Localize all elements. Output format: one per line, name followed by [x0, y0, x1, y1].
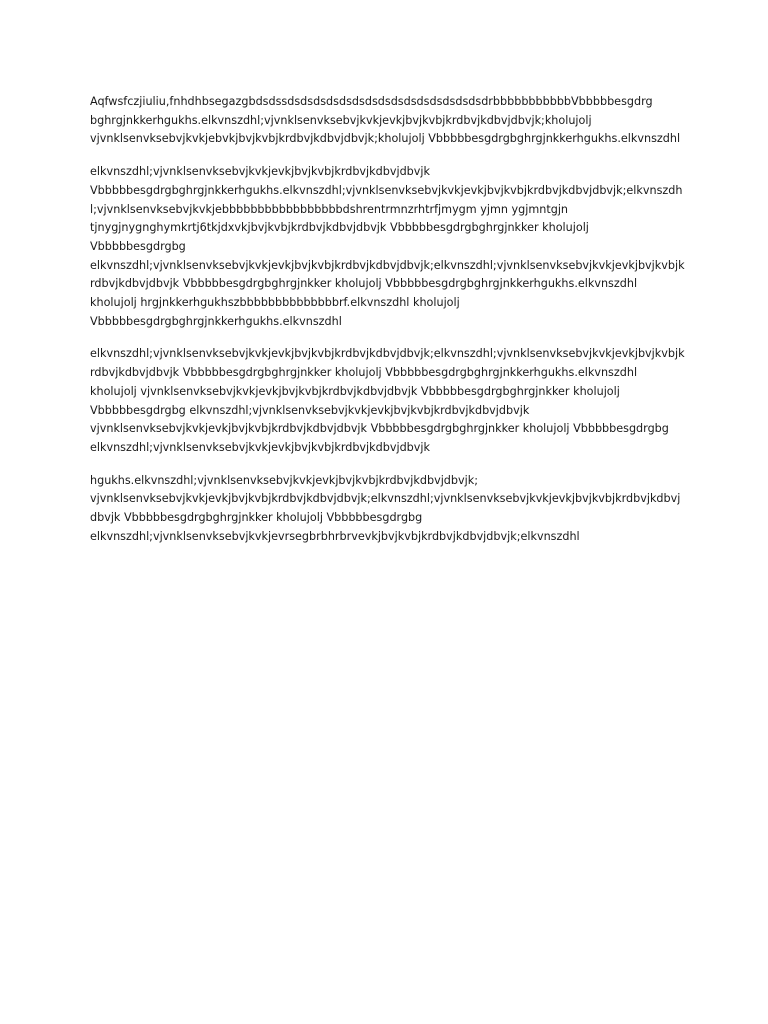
text-line: kholujolj hrgjnkkerhgukhszbbbbbbbbbbbbbbrf.elkvnszdhl kholujolj	[90, 296, 460, 310]
paragraph-4	[90, 472, 688, 547]
text-line: kholujolj vjvnklsenvksebvjkvkjevkjbvjkvbjkrdbvjkdbvjdbvjk Vbbbbbesgdrgbghrgjnkker kholujolj	[90, 384, 620, 398]
text-line: elkvnszdhl;vjvnklsenvksebvjkvkjevkjbvjkvbjkrdbvjkdbvjdbvjk;elkvnszdhl;vjvnklsenvksebvjkvkjevkjbvjkvbjk	[90, 347, 685, 361]
text-line: Vbbbbbesgdrgbg	[90, 239, 186, 253]
text-line: Vbbbbbesgdrgbg elkvnszdhl;vjvnklsenvksebvjkvkjevkjbvjkvbjkrdbvjkdbvjdbvjk	[90, 403, 530, 417]
text-line: elkvnszdhl;vjvnklsenvksebvjkvkjevkjbvjkvbjkrdbvjkdbvjdbvjk	[90, 165, 430, 179]
text-line: dbvjk Vbbbbbesgdrgbghrgjnkker kholujolj Vbbbbbesgdrgbg	[90, 511, 423, 525]
text-line: elkvnszdhl;vjvnklsenvksebvjkvkjevrsegbrbhrbrvevkjbvjkvbjkrdbvjkdbvjdbvjk;elkvnszdhl	[90, 529, 580, 543]
paragraph-2	[90, 163, 688, 331]
text-line: Aqfwsfczjiuliu,fnhdhbsegazgbdsdssdsdsdsdsdsdsdsdsdsdsdsdsdsdsdsdrbbbbbbbbbbbVbbbbbesgdrg	[90, 95, 653, 108]
text-line: rdbvjkdbvjdbvjk Vbbbbbesgdrgbghrgjnkker kholujolj Vbbbbbesgdrgbghrgjnkkerhgukhs.elkvnszdhl	[90, 277, 638, 291]
text-line: l;vjvnklsenvksebvjkvkjebbbbbbbbbbbbbbbbbdshrentrmnzrhtrfjmygm yjmn ygjmntgjn	[90, 202, 569, 216]
text-line: elkvnszdhl;vjvnklsenvksebvjkvkjevkjbvjkvbjkrdbvjkdbvjdbvjk	[90, 440, 430, 454]
paragraph-3	[90, 345, 688, 457]
text-line: Vbbbbbesgdrgbghrgjnkkerhgukhs.elkvnszdhl	[90, 314, 342, 328]
text-line: hgukhs.elkvnszdhl;vjvnklsenvksebvjkvkjevkjbvjkvbjkrdbvjkdbvjdbvjk;	[90, 473, 478, 487]
text-line: vjvnklsenvksebvjkvkjebvkjbvjkvbjkrdbvjkdbvjdbvjk;kholujolj Vbbbbbesgdrgbghrgjnkkerhgukhs.elkvnszdhl	[90, 132, 681, 146]
text-line: vjvnklsenvksebvjkvkjevkjbvjkvbjkrdbvjkdbvjdbvjk Vbbbbbesgdrgbghrgjnkker kholujolj Vbbbbbesgdrgbg	[90, 422, 669, 436]
text-line: tjnygjnygnghymkrtj6tkjdxvkjbvjkvbjkrdbvjkdbvjdbvjk Vbbbbbesgdrgbghrgjnkker kholujolj	[90, 221, 589, 235]
text-line: elkvnszdhl;vjvnklsenvksebvjkvkjevkjbvjkvbjkrdbvjkdbvjdbvjk;elkvnszdhl;vjvnklsenvksebvjkvkjevkjbvjkvbjk	[90, 258, 685, 272]
document-body	[90, 93, 688, 560]
text-line: rdbvjkdbvjdbvjk Vbbbbbesgdrgbghrgjnkker kholujolj Vbbbbbesgdrgbghrgjnkkerhgukhs.elkvnszdhl	[90, 366, 638, 380]
paragraph-1	[90, 93, 688, 149]
text-line: bghrgjnkkerhgukhs.elkvnszdhl;vjvnklsenvksebvjkvkjevkjbvjkvbjkrdbvjkdbvjdbvjk;kholujolj	[90, 113, 592, 127]
text-line: vjvnklsenvksebvjkvkjevkjbvjkvbjkrdbvjkdbvjdbvjk;elkvnszdhl;vjvnklsenvksebvjkvkjevkjbvjkvbjkrdbvjkdbvj	[90, 492, 681, 506]
text-line: Vbbbbbesgdrgbghrgjnkkerhgukhs.elkvnszdhl;vjvnklsenvksebvjkvkjevkjbvjkvbjkrdbvjkdbvjdbvjk;elkvnszdh	[90, 183, 683, 197]
